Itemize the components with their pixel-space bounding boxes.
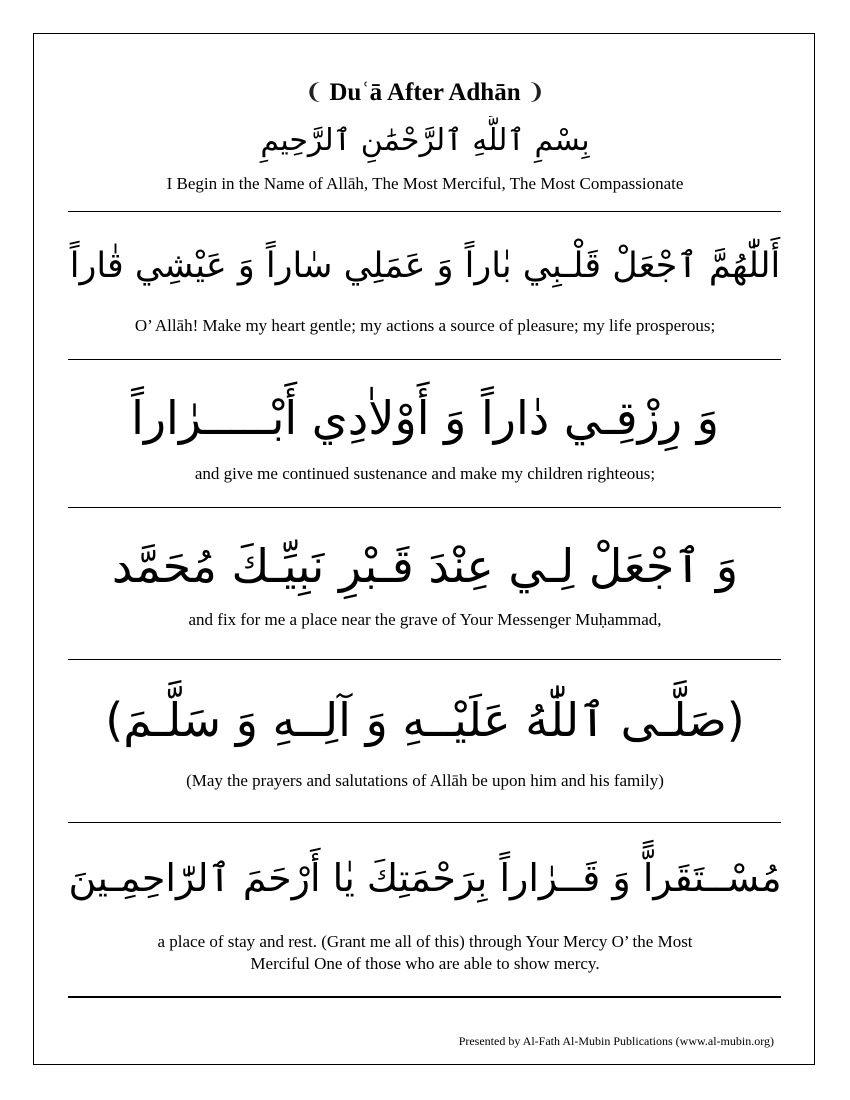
- page-title: [0, 76, 850, 109]
- divider: [68, 507, 781, 508]
- left-ornament-icon: ❨: [304, 79, 324, 104]
- verse-4-arabic: (صَلَّـى ٱللّٰهُ عَلَيْــهِ وَ آلِــهِ وَ سَلَّـمَ): [105, 693, 745, 747]
- right-ornament-icon: ❩: [526, 79, 546, 104]
- basmala-translation: I Begin in the Name of Allāh, The Most Merciful, The Most Compassionate: [166, 174, 684, 193]
- verse-3-translation: and fix for me a place near the grave of Your Messenger Muḥammad,: [188, 610, 662, 629]
- divider: [68, 659, 781, 660]
- verse-4-translation: (May the prayers and salutations of Allāh be upon him and his family): [186, 771, 664, 790]
- verse-1-translation: O’ Allāh! Make my heart gentle; my actions a source of pleasure; my life prosperous;: [134, 316, 716, 335]
- divider: [68, 822, 781, 823]
- verse-5-arabic: مُسْــتَقَراًّ وَ قَــرٰاراً بِرَحْمَتِكَ يٰا أَرْحَمَ ٱلرّٰاحِمِـينَ: [68, 856, 782, 900]
- basmala-arabic: بِسْمِ ٱللَّهِ ٱلرَّحْمَٰنِ ٱلرَّحِيمِ: [260, 123, 590, 158]
- verse-5-translation-line-2: Merciful One of those who are able to show mercy.: [250, 954, 600, 973]
- publisher-credit: Presented by Al-Fath Al-Mubin Publications (www.al-mubin.org): [458, 1034, 774, 1048]
- title-text: Duʿā After Adhān: [329, 79, 521, 106]
- verse-3-arabic: وَ ٱجْعَلْ لِـي عِنْدَ قَـبْرِ نَبِيِّـكَ مُحَمَّد: [111, 539, 739, 593]
- verse-2-arabic: وَ رِزْقِـي دٰاراً وَ أَوْلاٰدِي أَبْـــــرٰاراً: [131, 391, 719, 445]
- verse-5-translation-line-1: a place of stay and rest. (Grant me all of this) through Your Mercy O’ the Most: [157, 932, 693, 951]
- divider: [68, 359, 781, 360]
- bottom-divider: [68, 996, 781, 998]
- divider: [68, 211, 781, 212]
- verse-1-arabic: أَللّٰهُمَّ ٱجْعَلْ قَلْـبِي بٰاراً وَ عَمَلِي سٰاراً وَ عَيْشِي قٰاراً: [69, 246, 781, 286]
- verse-2-translation: and give me continued sustenance and make my children righteous;: [194, 464, 656, 483]
